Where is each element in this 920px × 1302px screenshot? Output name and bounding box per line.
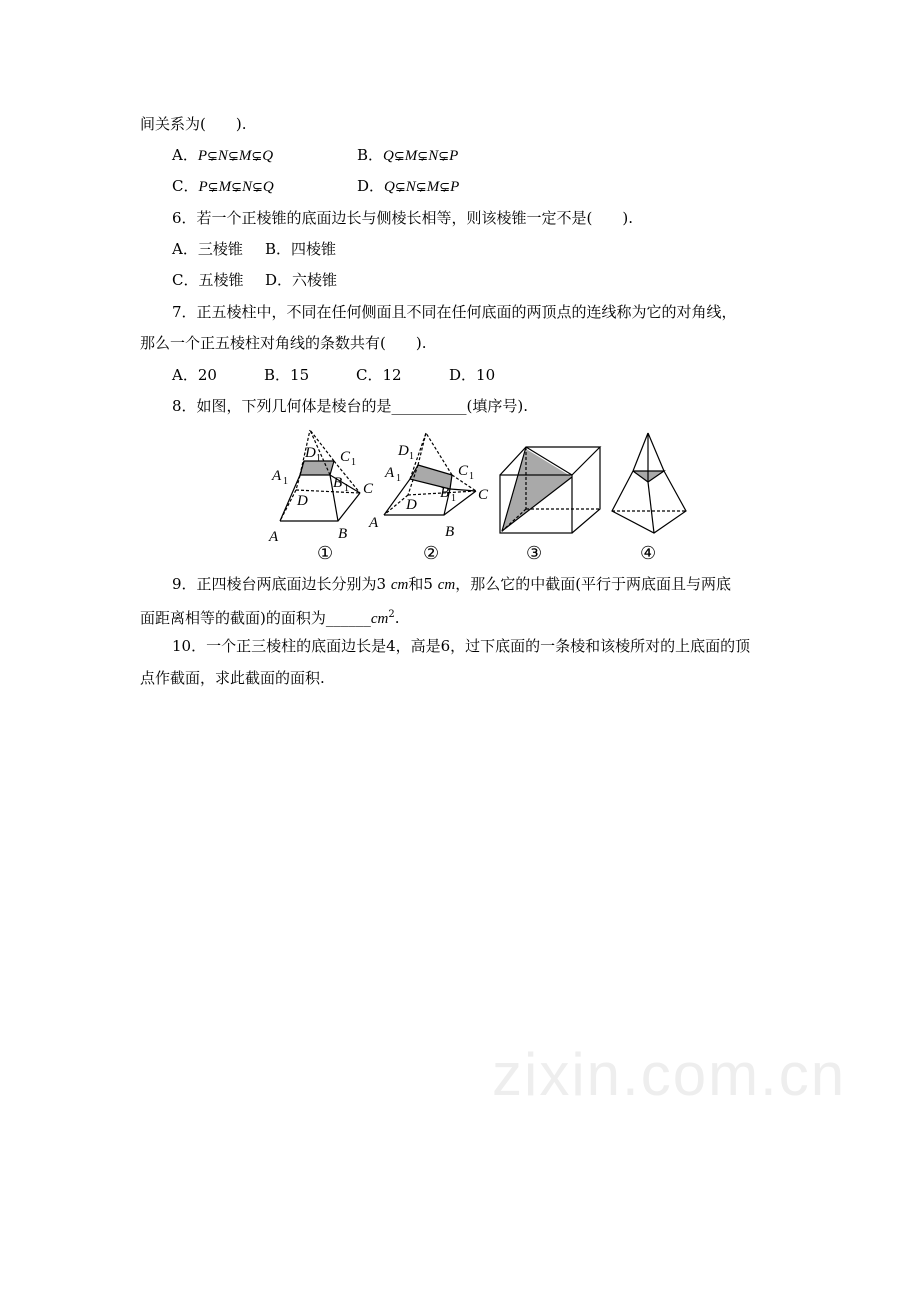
q9-line1: 9．正四棱台两底面边长分别为3 cm和5 cm，那么它的中截面(平行于两底面且与两底 <box>172 575 732 593</box>
figure-label-1: ① <box>317 543 334 563</box>
svg-text:A: A <box>369 515 379 531</box>
q7-line2: 那么一个正五棱柱对角线的条数共有( ). <box>140 334 427 352</box>
svg-text:C: C <box>478 487 489 503</box>
svg-text:A: A <box>272 468 282 484</box>
svg-text:A: A <box>269 529 279 545</box>
figure-label-3: ③ <box>526 543 543 563</box>
svg-text:D: D <box>406 497 417 513</box>
svg-text:B: B <box>445 524 455 540</box>
q5-stem: 间关系为( ). <box>140 115 247 133</box>
svg-text:1: 1 <box>396 473 401 484</box>
svg-text:1: 1 <box>283 476 288 487</box>
svg-text:D: D <box>297 493 308 509</box>
figure-4 <box>612 433 686 533</box>
figure-label-2: ② <box>423 543 440 563</box>
q6-stem: 6．若一个正棱锥的底面边长与侧棱长相等，则该棱锥一定不是( ). <box>172 209 634 227</box>
svg-text:C: C <box>340 449 351 465</box>
q5-option-c: C．P⊊M⊊N⊊Q <box>172 177 274 195</box>
q7-option-a: A．20 <box>172 366 217 384</box>
svg-text:C: C <box>458 463 469 479</box>
q9-line2: 面距离相等的截面)的面积为$\_\_\_\_\_\_cm^2$. <box>140 609 400 627</box>
svg-text:1: 1 <box>344 483 349 494</box>
q7-option-d: D．10 <box>449 366 496 384</box>
q8-stem: 8．如图，下列几何体是棱台的是__________(填序号). <box>172 397 529 415</box>
q5-option-b: B．Q⊊M⊊N⊊P <box>357 146 459 164</box>
svg-text:1: 1 <box>409 451 414 462</box>
svg-text:B: B <box>338 526 348 542</box>
svg-text:D: D <box>398 443 409 459</box>
figure-1 <box>280 430 360 521</box>
figure-3 <box>500 447 600 533</box>
svg-text:1: 1 <box>469 471 474 482</box>
svg-text:1: 1 <box>451 493 456 504</box>
q6-option-b: B．四棱锥 <box>265 240 337 258</box>
svg-text:1: 1 <box>316 453 321 464</box>
q6-option-c: C．五棱锥 <box>172 271 244 289</box>
q7-option-c: C．12 <box>356 366 402 384</box>
svg-text:D: D <box>305 445 316 461</box>
q6-option-d: D．六棱锥 <box>265 271 338 289</box>
svg-text:B: B <box>440 485 450 501</box>
q8-figures <box>260 425 700 565</box>
watermark: zixin.com.cn <box>492 1041 847 1108</box>
q6-option-a: A．三棱锥 <box>172 240 243 258</box>
q10-line1: 10．一个正三棱柱的底面边长是4，高是6，过下底面的一条棱和该棱所对的上底面的顶 <box>172 637 751 655</box>
svg-text:A: A <box>385 465 395 481</box>
figure-numbers <box>317 543 656 563</box>
q5-option-a: A．P⊊N⊊M⊊Q <box>172 146 274 164</box>
svg-text:C: C <box>363 481 374 497</box>
q7-line1: 7．正五棱柱中，不同在任何侧面且不同在任何底面的两顶点的连线称为它的对角线， <box>172 303 737 321</box>
q10-line2: 点作截面，求此截面的面积. <box>140 669 325 687</box>
q5-option-d: D．Q⊊N⊊M⊊P <box>357 177 460 195</box>
svg-text:1: 1 <box>351 457 356 468</box>
q7-option-b: B．15 <box>264 366 310 384</box>
svg-text:B: B <box>333 475 343 491</box>
figure-label-4: ④ <box>640 543 657 563</box>
